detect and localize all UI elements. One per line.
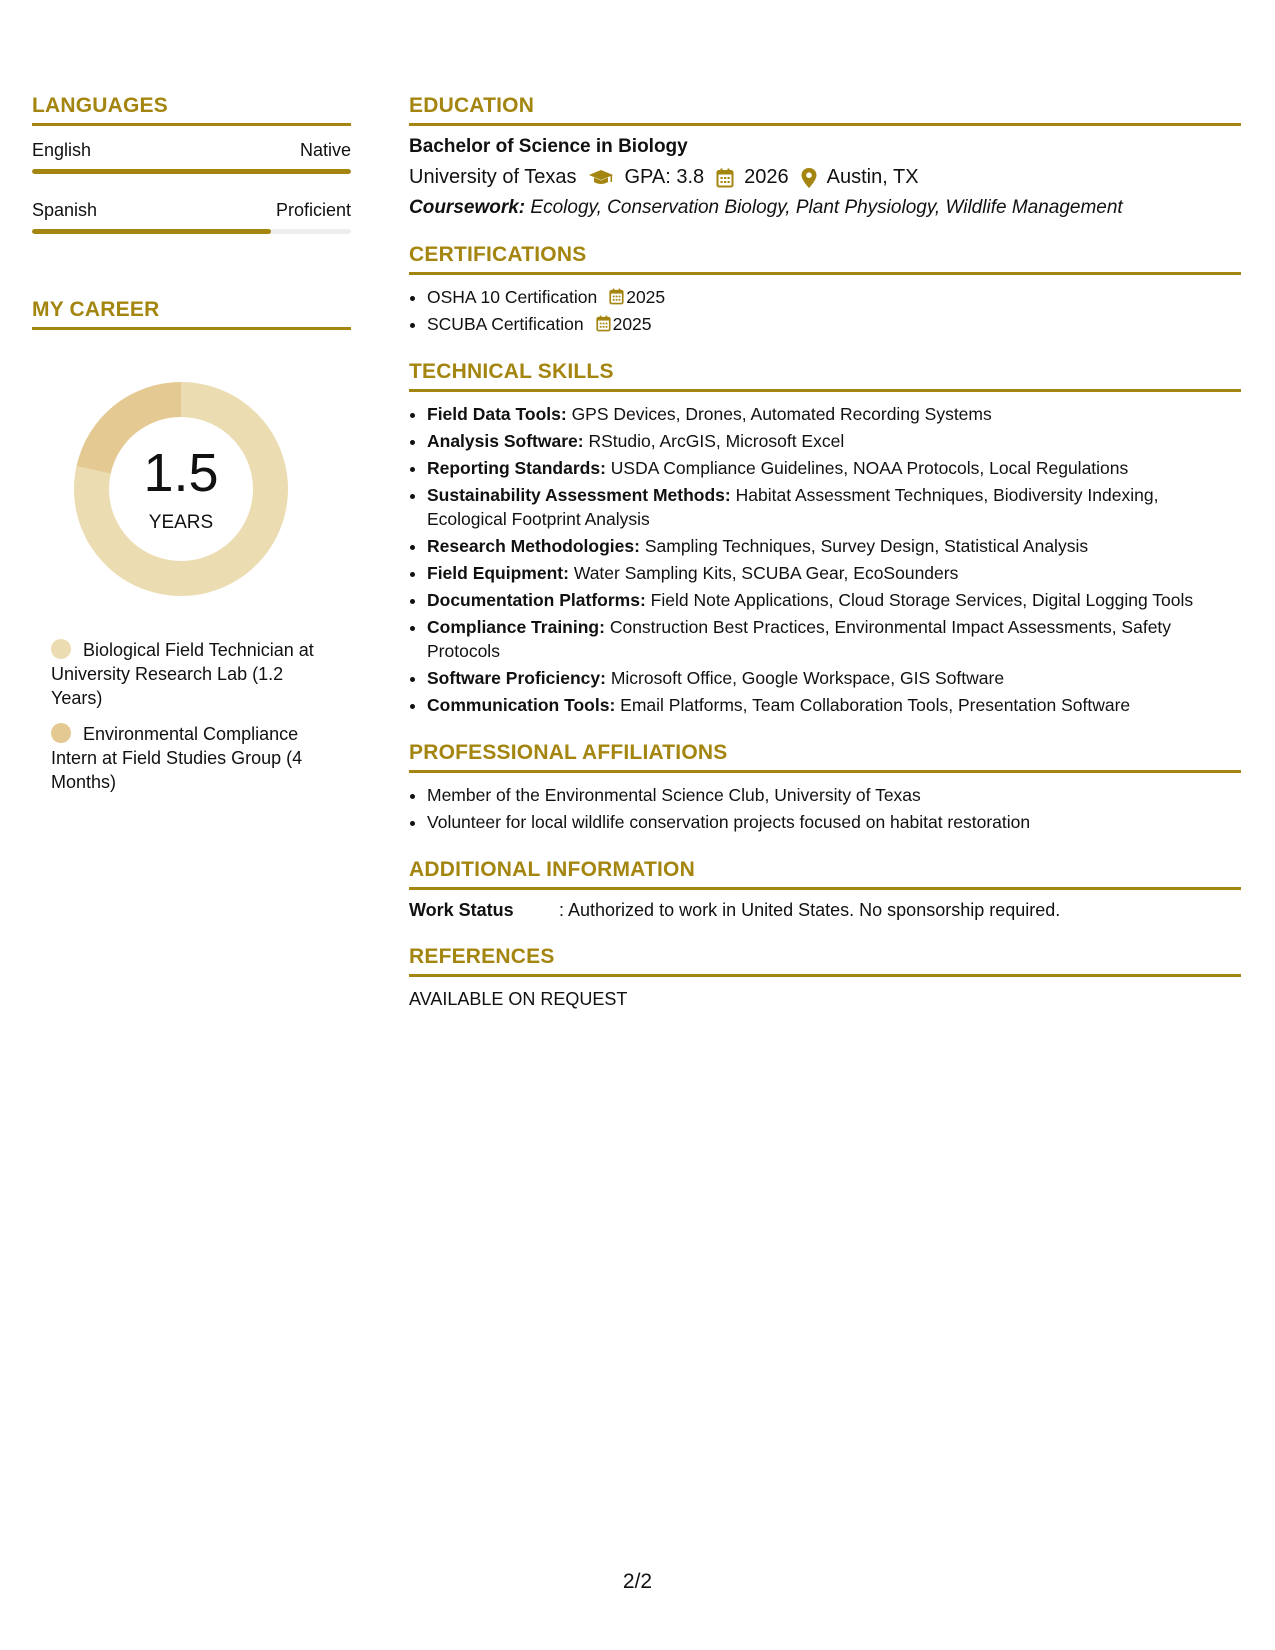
education-meta [409,166,1241,189]
certification-year: 2025 [626,287,666,307]
education-gpa: GPA: 3.8 [624,166,705,188]
career-donut-chart [66,374,296,604]
education-title: EDUCATION [409,94,1241,126]
right-column [409,94,1241,1010]
affiliations-section [409,741,1241,834]
additional-section [409,858,1241,921]
languages-section [32,94,351,234]
list-item [427,483,1241,531]
certification-name: SCUBA Certification [427,314,584,334]
career-legend-item [51,722,321,794]
skill-text: Field Note Applications, Cloud Storage Services, Digital Logging Tools [650,590,1194,610]
language-item [32,140,351,174]
career-legend [32,638,351,794]
certifications-list [409,285,1241,336]
certifications-section [409,243,1241,336]
skill-label: Software Proficiency: [427,668,606,688]
list-item [427,456,1241,480]
education-section [409,94,1241,219]
list-item: • Member of the Environmental Science Club, University of Texas [427,783,1241,807]
language-bar [32,169,351,174]
certifications-title: CERTIFICATIONS [409,243,1241,275]
languages-title: LANGUAGES [32,94,351,126]
language-item [32,200,351,234]
career-total-unit: YEARS [148,512,214,533]
language-bar-fill [32,169,351,174]
skill-text: Sampling Techniques, Survey Design, Statistical Analysis [644,536,1089,556]
skills-list [409,402,1241,717]
list-item [427,561,1241,585]
skills-title: TECHNICAL SKILLS [409,360,1241,392]
language-level: Proficient [275,200,351,220]
skill-label: Field Equipment: [427,563,569,583]
list-item [427,312,1241,336]
references-section [409,945,1241,1010]
skill-text: Water Sampling Kits, SCUBA Gear, EcoSounders [573,563,959,583]
work-status-row [409,900,1241,921]
skills-section [409,360,1241,717]
list-item [427,534,1241,558]
language-bar-fill [32,229,271,234]
career-legend-text: Environmental Compliance Intern at Field Studies Group (4 Months) [51,724,303,792]
skill-label: Reporting Standards: [427,458,606,478]
skill-text: GPS Devices, Drones, Automated Recording Systems [571,404,992,424]
skill-text: Email Platforms, Team Collaboration Tools, Presentation Software [620,695,1131,715]
affiliations-list [409,783,1241,834]
list-item [427,285,1241,309]
list-item [427,693,1241,717]
skill-label: Communication Tools: [427,695,616,715]
calendar-icon [716,168,734,188]
language-bar [32,229,351,234]
language-level: Native [299,140,351,160]
certification-name: OSHA 10 Certification [427,287,598,307]
skill-text: USDA Compliance Guidelines, NOAA Protocols, Local Regulations [610,458,1129,478]
work-status-label: Work Status [409,900,514,920]
skill-label: Analysis Software: [427,431,584,451]
references-text: AVAILABLE ON REQUEST [409,989,628,1009]
calendar-icon [609,288,624,305]
education-location: Austin, TX [826,166,919,188]
career-total-value: 1.5 [143,443,219,503]
education-school: University of Texas [409,166,577,188]
legend-dot [51,639,71,659]
list-item [427,615,1241,663]
skill-label: Documentation Platforms: [427,590,646,610]
skill-label: Field Data Tools: [427,404,567,424]
skill-text: Microsoft Office, Google Workspace, GIS Software [610,668,1005,688]
list-item [427,402,1241,426]
page-number: 2/2 [622,1570,653,1593]
affiliations-title: PROFESSIONAL AFFILIATIONS [409,741,1241,773]
certification-year: 2025 [612,314,652,334]
skill-text: RStudio, ArcGIS, Microsoft Excel [588,431,845,451]
additional-title: ADDITIONAL INFORMATION [409,858,1241,890]
work-status-value: : Authorized to work in United States. No sponsorship required. [559,900,1061,920]
skill-label: Research Methodologies: [427,536,640,556]
graduation-cap-icon [588,169,614,187]
career-section [32,298,351,794]
skill-text: Habitat Assessment Techniques, Biodiversity Indexing, Ecological Footprint Analysis [427,485,1159,529]
career-legend-item [51,638,321,710]
education-coursework [409,197,1241,219]
list-item [427,666,1241,690]
language-name: English [32,140,92,160]
left-column [32,94,351,806]
references-title: REFERENCES [409,945,1241,977]
list-item [427,588,1241,612]
list-item [427,429,1241,453]
career-legend-text: Biological Field Technician at University Research Lab (1.2 Years) [51,640,314,708]
calendar-icon [596,315,611,332]
map-pin-icon [801,168,817,188]
skill-text: Construction Best Practices, Environmental Impact Assessments, Safety Protocols [427,617,1172,661]
education-degree: Bachelor of Science in Biology [409,136,688,157]
list-item: • Volunteer for local wildlife conservation projects focused on habitat restoration [427,810,1241,834]
career-title: MY CAREER [32,298,351,330]
language-name: Spanish [32,200,98,220]
coursework-label: Coursework: [409,197,526,218]
education-year: 2026 [744,166,789,188]
skill-label: Compliance Training: [427,617,605,637]
legend-dot [51,723,71,743]
coursework-text: Ecology, Conservation Biology, Plant Physiology, Wildlife Management [530,197,1123,218]
skill-label: Sustainability Assessment Methods: [427,485,731,505]
